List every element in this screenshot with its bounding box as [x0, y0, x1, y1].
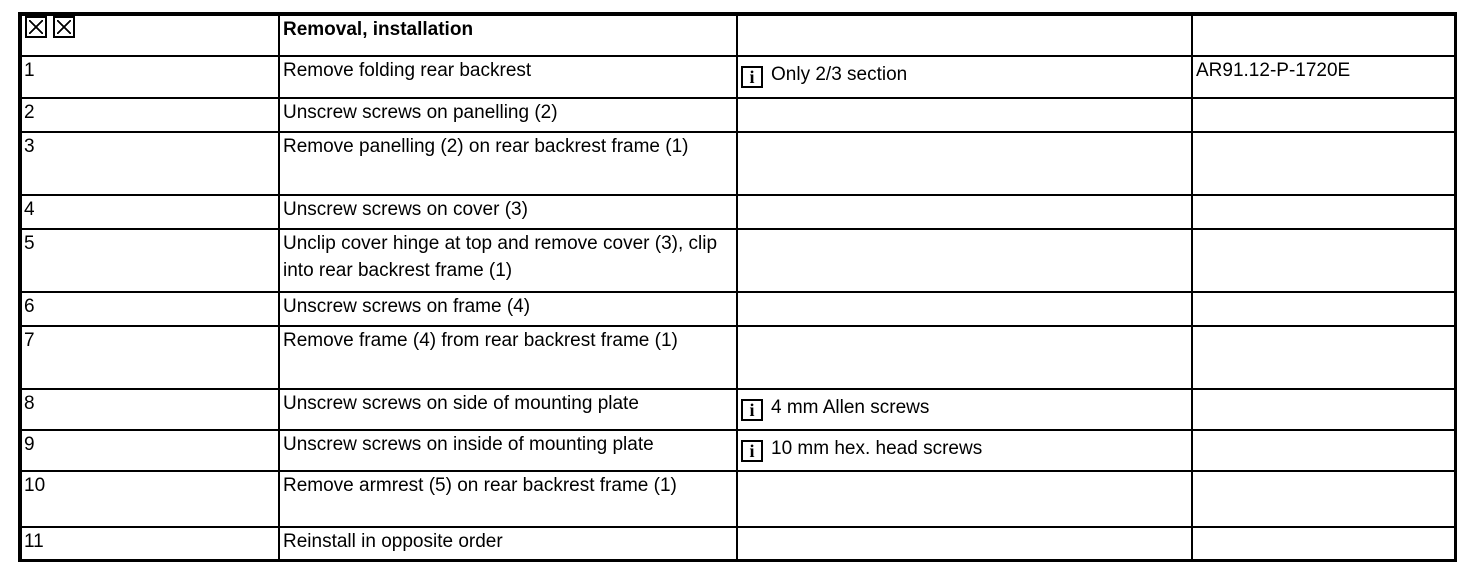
header-row — [20, 14, 1456, 56]
table-row — [20, 56, 1456, 98]
step-reference — [1192, 527, 1456, 561]
info-icon[interactable]: i — [741, 399, 763, 421]
step-note — [737, 195, 1192, 229]
step-text: Unscrew screws on panelling (2) — [279, 98, 737, 132]
step-reference — [1192, 430, 1456, 471]
step-number: 9 — [20, 430, 279, 471]
table-row — [20, 98, 1456, 132]
step-number: 2 — [20, 98, 279, 132]
step-number: 5 — [20, 228, 279, 291]
step-number: 11 — [20, 527, 279, 561]
step-text: Unclip cover hinge at top and remove cover (3), clip into rear backrest frame (1) — [279, 228, 737, 291]
step-reference — [1192, 389, 1456, 430]
table-row — [20, 228, 1456, 291]
step-number: 3 — [20, 132, 279, 195]
step-number: 10 — [20, 471, 279, 527]
section-title: Removal, installation — [279, 14, 737, 56]
header-col4 — [1192, 14, 1456, 56]
table-row — [20, 195, 1456, 229]
header-icons-cell — [20, 14, 279, 56]
info-icon[interactable]: i — [741, 440, 763, 462]
step-note — [737, 389, 1192, 430]
note-text: Only 2/3 section — [771, 64, 908, 86]
step-note — [737, 98, 1192, 132]
table-row — [20, 430, 1456, 471]
step-note — [737, 56, 1192, 98]
step-number: 6 — [20, 292, 279, 326]
step-reference — [1192, 132, 1456, 195]
step-text: Unscrew screws on side of mounting plate — [279, 389, 737, 430]
expand-icon[interactable] — [25, 16, 47, 38]
step-text: Remove frame (4) from rear backrest frame (1) — [279, 325, 737, 388]
step-reference — [1192, 228, 1456, 291]
header-col3 — [737, 14, 1192, 56]
step-note — [737, 471, 1192, 527]
step-reference — [1192, 195, 1456, 229]
table-row — [20, 132, 1456, 195]
step-number: 7 — [20, 325, 279, 388]
step-note — [737, 430, 1192, 471]
step-reference — [1192, 292, 1456, 326]
step-text: Unscrew screws on frame (4) — [279, 292, 737, 326]
step-note — [737, 228, 1192, 291]
step-note — [737, 132, 1192, 195]
table-row — [20, 325, 1456, 388]
step-number: 8 — [20, 389, 279, 430]
step-number: 1 — [20, 56, 279, 98]
table-row — [20, 527, 1456, 561]
step-text: Reinstall in opposite order — [279, 527, 737, 561]
step-reference — [1192, 325, 1456, 388]
step-note — [737, 292, 1192, 326]
step-text: Remove folding rear backrest — [279, 56, 737, 98]
table-row — [20, 471, 1456, 527]
table-row — [20, 292, 1456, 326]
step-note — [737, 527, 1192, 561]
step-reference — [1192, 98, 1456, 132]
info-icon[interactable]: i — [741, 66, 763, 88]
step-text: Unscrew screws on cover (3) — [279, 195, 737, 229]
step-reference[interactable]: AR91.12-P-1720E — [1192, 56, 1456, 98]
table-row — [20, 389, 1456, 430]
procedure-table — [18, 12, 1457, 562]
note-text: 4 mm Allen screws — [771, 397, 930, 419]
steps-body — [20, 56, 1456, 561]
step-text: Remove panelling (2) on rear backrest frame (1) — [279, 132, 737, 195]
collapse-icon[interactable] — [53, 16, 75, 38]
step-note — [737, 325, 1192, 388]
step-text: Unscrew screws on inside of mounting plate — [279, 430, 737, 471]
step-reference — [1192, 471, 1456, 527]
step-number: 4 — [20, 195, 279, 229]
step-text: Remove armrest (5) on rear backrest frame (1) — [279, 471, 737, 527]
note-text: 10 mm hex. head screws — [771, 438, 983, 460]
